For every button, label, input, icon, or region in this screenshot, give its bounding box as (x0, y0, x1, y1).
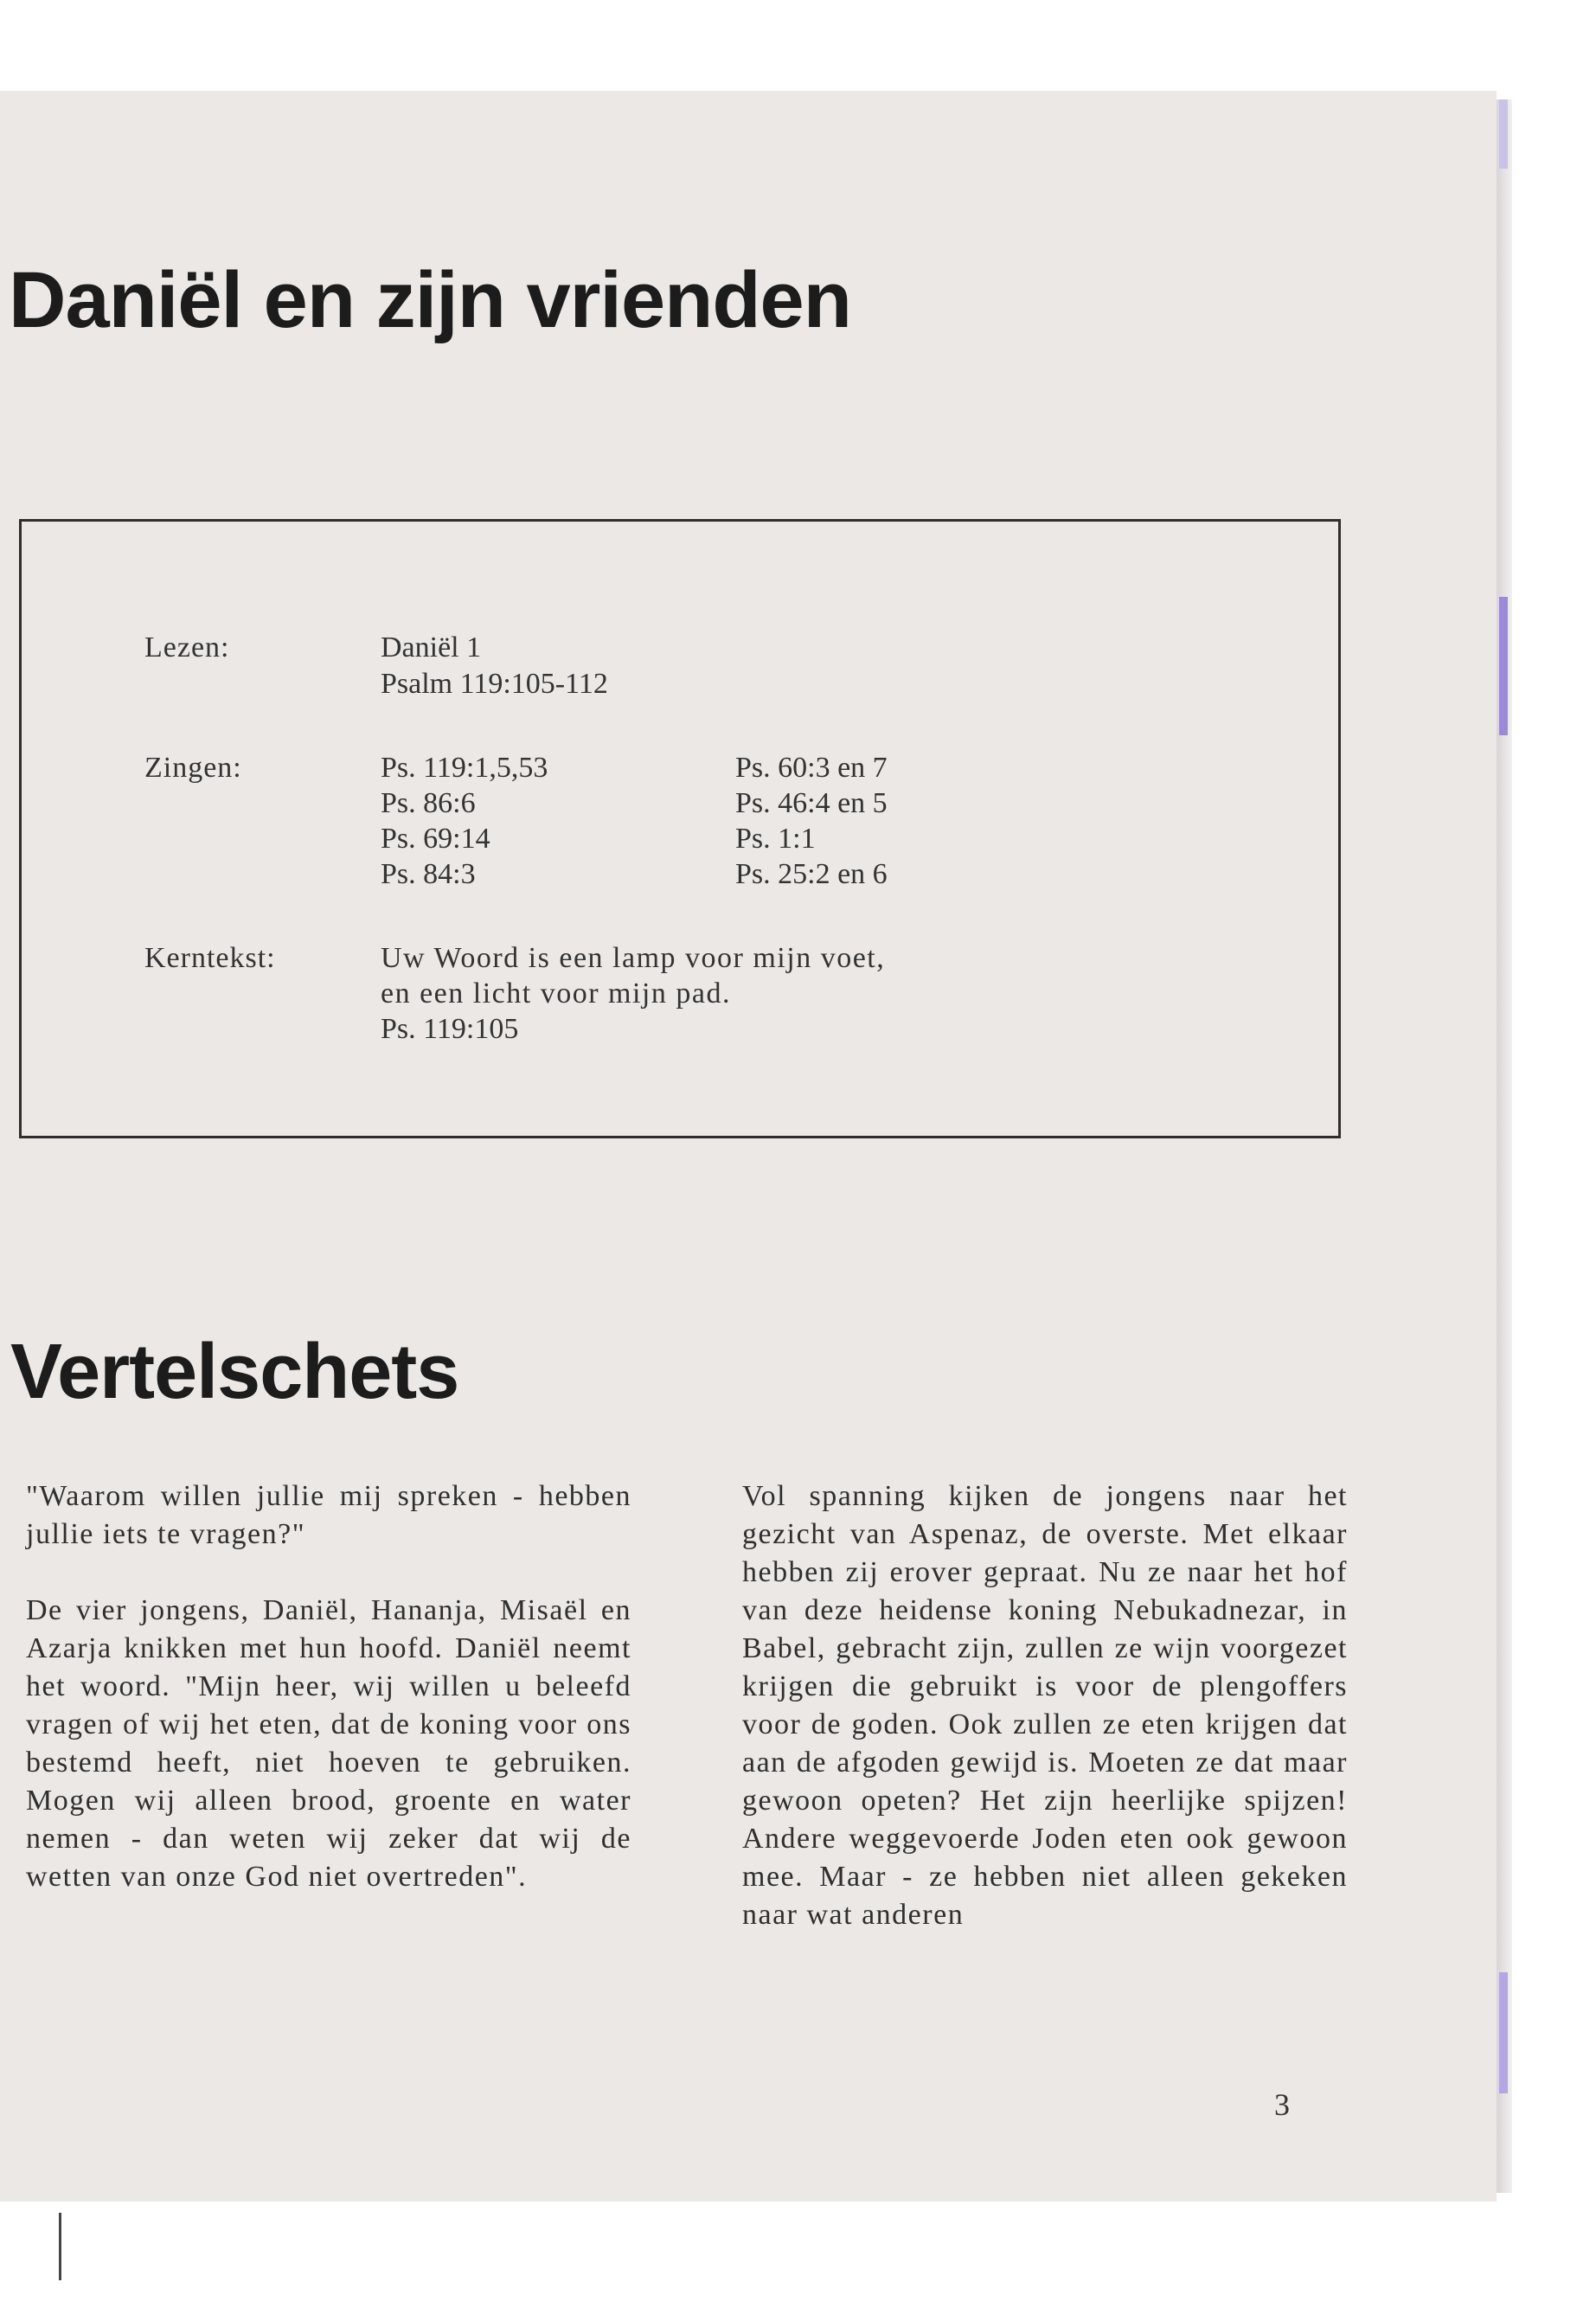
info-box (19, 519, 1341, 1138)
paragraph: De vier jongens, Daniël, Hananja, Misaël en Azarja knikken met hun hoofd. Daniël neemt het woord. "Mijn heer, wij willen u beleefd vragen of wij het eten, dat de koning voor ons bestemd heeft, niet hoeven te gebruiken. Mogen wij alleen brood, groente en water nemen - dan weten wij zeker dat wij de wetten van onze God niet overtreden". (26, 1594, 631, 1893)
paragraph: "Waarom willen jullie mij spreken - hebben jullie iets te vragen?" (26, 1480, 631, 1550)
zingen-col2-line-1: Ps. 60:3 en 7 (735, 752, 888, 784)
edge-tab-middle (1499, 597, 1508, 735)
zingen-col1-line-2: Ps. 86:6 (381, 787, 476, 819)
text-column-right (742, 1477, 1348, 1934)
edge-tab-top (1499, 99, 1508, 169)
kerntekst-line-1: Uw Woord is een lamp voor mijn voet, (381, 942, 886, 974)
edge-tab-bottom (1499, 1972, 1508, 2093)
lezen-line-1: Daniël 1 (381, 631, 482, 663)
zingen-col1-line-3: Ps. 69:14 (381, 823, 490, 855)
lezen-label: Lezen: (144, 631, 230, 663)
text-column-left (26, 1477, 631, 1896)
page-number: 3 (1274, 2087, 1290, 2122)
page-title: Daniël en zijn vrienden (9, 256, 851, 344)
zingen-col2-line-3: Ps. 1:1 (735, 823, 816, 855)
paragraph: Vol spanning kijken de jongens naar het gezicht van Aspenaz, de overste. Met elkaar hebben zij erover gepraat. Nu ze naar het hof van deze heidense koning Nebukadnezar, in Babel, gebracht zijn, zullen ze wijn voorgezet krijgen die gebruikt is voor de plengoffers voor de goden. Ook zullen ze eten krijgen dat aan de afgoden gewijd is. Moeten ze dat maar gewoon opeten? Het zijn heerlijke spijzen! Andere weggevoerde Joden eten ook gewoon mee. Maar - ze hebben niet alleen gekeken naar wat anderen (742, 1480, 1348, 1931)
section-title: Vertelschets (10, 1329, 459, 1415)
lezen-line-2: Psalm 119:105-112 (381, 668, 608, 700)
margin-mark (59, 2213, 61, 2280)
zingen-label: Zingen: (144, 752, 242, 784)
kerntekst-reference: Ps. 119:105 (381, 1013, 519, 1045)
page-edge (1497, 99, 1512, 2193)
zingen-col2-line-2: Ps. 46:4 en 5 (735, 787, 888, 819)
zingen-col1-line-4: Ps. 84:3 (381, 858, 476, 890)
kerntekst-label: Kerntekst: (144, 942, 276, 974)
kerntekst-line-2: en een licht voor mijn pad. (381, 977, 731, 1009)
zingen-col1-line-1: Ps. 119:1,5,53 (381, 752, 548, 784)
zingen-col2-line-4: Ps. 25:2 en 6 (735, 858, 888, 890)
